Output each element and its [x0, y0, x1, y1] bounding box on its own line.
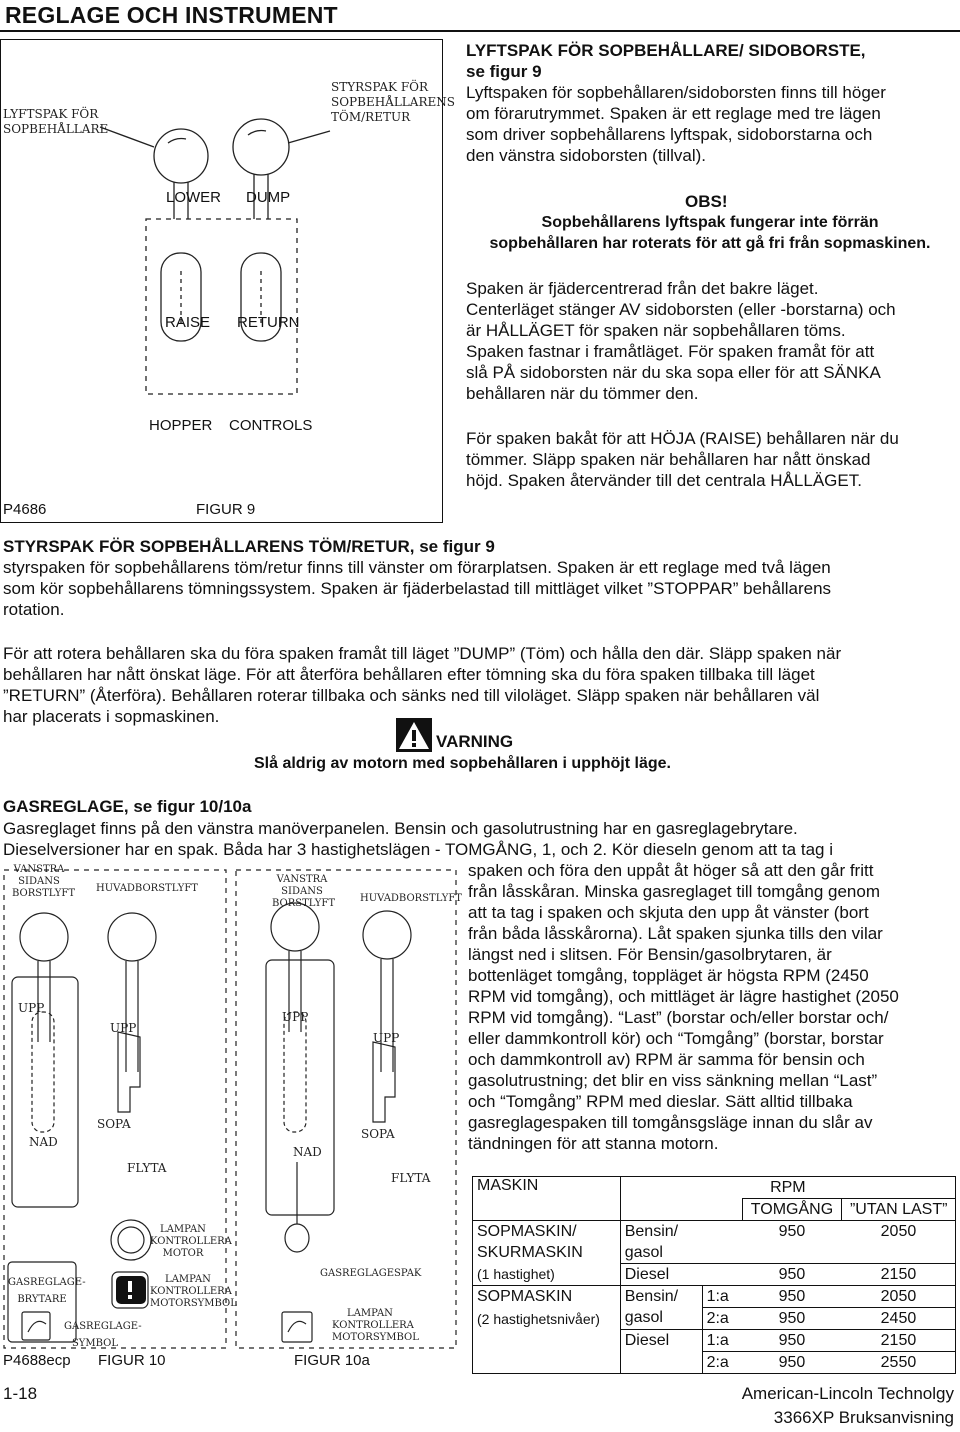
figure-10-caption: FIGUR 10: [98, 1352, 166, 1369]
figure-9-label-control: [331, 80, 455, 125]
table-row: [473, 1242, 956, 1264]
text-line: RPM vid tomgång). “Last” (borstar och/eller borstar och/: [468, 1008, 889, 1027]
table-cell: gasol: [620, 1242, 702, 1264]
text-line: ”RETURN” (Återföra). Behållaren roterar tillbaka och sänks ned till viloläget. Släpp spaken när behållaren väl: [3, 686, 820, 705]
lift-paragraph-3: [466, 428, 899, 491]
label-line: SOPBEHÅLLARE: [3, 122, 109, 136]
fig10a-label-down: NAD: [293, 1145, 322, 1159]
fig10-label-down: NAD: [29, 1135, 58, 1149]
label-line: MOTORSYMBOL: [150, 1298, 237, 1309]
table-cell: 1:a: [702, 1330, 742, 1352]
table-cell: 2050: [842, 1286, 956, 1308]
label-dump: DUMP: [246, 189, 291, 206]
table-cell: gasol: [620, 1308, 702, 1330]
label-line: LAMPAN: [347, 1308, 393, 1319]
label-line: LAMPAN: [160, 1224, 206, 1235]
table-cell: SKURMASKIN: [473, 1242, 621, 1264]
label-line: LYFTSPAK FÖR: [3, 107, 99, 121]
fig10a-label-main-lift: HUVADBORSTLYFT: [360, 893, 462, 904]
label-line: KONTROLLERA: [150, 1286, 232, 1297]
text-line: som kör sopbehållarens tömningssystem. Spaken är fjäderbelastad till mittläget vilket ”STOPPAR” behållarens: [3, 579, 832, 598]
fig10a-label-side-lift: [272, 874, 335, 910]
text-line: tömmer. Släpp spaken när behållaren har nått önskad: [466, 450, 871, 469]
column-header-rpm: RPM: [620, 1177, 955, 1199]
table-header-row: [473, 1177, 956, 1199]
fig10a-label-lamp-symbol: [332, 1308, 419, 1344]
lift-description: [466, 82, 886, 166]
text-line: spaken och föra den uppåt åt höger så att den går fritt: [468, 861, 874, 880]
label-hopper: HOPPER: [149, 417, 213, 434]
text-line: rotation.: [3, 600, 65, 619]
text-line: För att rotera behållaren ska du föra spaken framåt till läget ”DUMP” (Töm) och hålla den där. Släpp spaken när: [3, 644, 842, 663]
text-line: den vänstra sidoborsten (tillval).: [466, 146, 707, 165]
label-line: SIDANS: [18, 876, 60, 887]
fig10a-label-up-left: UPP: [282, 1010, 309, 1024]
label-line: BRYTARE: [17, 1294, 67, 1305]
fig10-label-switch-symbol: [64, 1318, 142, 1352]
table-cell: 2:a: [702, 1308, 742, 1330]
text-line: slå PÅ sidoborsten när du ska sopa eller för att SÄNKA: [466, 363, 881, 382]
label-line: KONTROLLERA: [332, 1320, 414, 1331]
table-cell: (1 hastighet): [473, 1264, 621, 1286]
text-line: från låsskåran. Minska gasreglaget till tomgång genom: [468, 882, 880, 901]
label-line: SOPBEHÅLLARENS: [331, 95, 455, 109]
fig10-label-lamp-motor: [150, 1224, 232, 1260]
text-line: som driver sopbehållarens lyftspak, sidoborstarna och: [466, 125, 873, 144]
text-line: gasreglagespaken till tomgånsgsläge innan du slår av: [468, 1113, 873, 1132]
fig10-label-sweep: SOPA: [97, 1117, 131, 1131]
fig10a-label-up-right: UPP: [373, 1031, 400, 1045]
fig10a-label-throttle-lever: GASREGLAGESPAK: [320, 1268, 422, 1279]
lift-paragraph-2: [466, 278, 896, 404]
text-line: och dammkontroll av) RPM är samma för bensin och: [468, 1050, 865, 1069]
label-line: KONTROLLERA: [150, 1236, 232, 1247]
table-cell: 950: [742, 1352, 842, 1374]
text-line: styrspaken för sopbehållarens töm/retur finns till vänster om förarplatsen. Spaken är ett reglage med två lägen: [3, 558, 831, 577]
text-line: längst ned i slitsen. För Bensin/gasolbrytaren, är: [468, 945, 832, 964]
label-line: TÖM/RETUR: [331, 110, 411, 124]
text-line: höjd. Spaken återvänder till det centrala HÅLLÄGET.: [466, 471, 862, 490]
text-line: och “Tomgång” RPM med dieslar. Sätt alltid tillbaka: [468, 1092, 853, 1111]
table-cell: (2 hastighetsnivåer): [473, 1308, 621, 1330]
label-line: SIDANS: [281, 886, 323, 897]
table-cell: 950: [742, 1286, 842, 1308]
fig10-label-up-right: UPP: [110, 1021, 137, 1035]
table-cell: 2:a: [702, 1352, 742, 1374]
text-line: har placerats i sopmaskinen.: [3, 707, 220, 726]
fig10-label-main-lift: HUVADBORSTLYFT: [96, 883, 198, 894]
text-line: Dieselversioner har en spak. Båda har 3 hastighetslägen - TOMGÅNG, 1, och 2. Kör dieseln genom att ta tag i: [3, 840, 833, 859]
obs-title: OBS!: [685, 192, 728, 211]
table-cell: 1:a: [702, 1286, 742, 1308]
fig10a-label-float: FLYTA: [391, 1171, 431, 1185]
label-line: GASREGLAGE-: [8, 1277, 86, 1288]
figure-9-caption: FIGUR 9: [196, 501, 256, 518]
label-line: GASREGLAGE-: [64, 1321, 142, 1332]
table-cell: 2550: [842, 1352, 956, 1374]
table-cell: 2150: [842, 1264, 956, 1286]
heading-line: LYFTSPAK FÖR SOPBEHÅLLARE/ SIDOBORSTE,: [466, 41, 866, 60]
page-title: REGLAGE OCH INSTRUMENT: [5, 2, 338, 28]
warning-text: Slå aldrig av motorn med sopbehållaren i upphöjt läge.: [254, 755, 671, 772]
footer-company: American-Lincoln Technolgy: [741, 1384, 954, 1403]
section-heading-dump: STYRSPAK FÖR SOPBEHÅLLARENS TÖM/RETUR, se figur 9: [3, 537, 495, 556]
table-cell: Bensin/: [620, 1286, 702, 1308]
fig10-label-float: FLYTA: [127, 1161, 167, 1175]
dump-description: [3, 557, 831, 620]
label-line: VANSTRA: [13, 864, 65, 875]
text-line: Lyftspaken för sopbehållaren/sidoborsten finns till höger: [466, 83, 886, 102]
text-line: Spaken fastnar i framåtläget. För spaken framåt för att: [466, 342, 875, 361]
text-line: RPM vid tomgång), och mittläget är lägre hastighet (2050: [468, 987, 899, 1006]
text-line: bottenläget tomgång, toppläget är högsta RPM (2450: [468, 966, 869, 985]
text-line: gasolutrustning; det blir en viss sänkning mellan “Last”: [468, 1071, 878, 1090]
table-cell: 950: [742, 1330, 842, 1352]
table-cell: 950: [778, 1222, 806, 1240]
column-header-idle: TOMGÅNG: [742, 1199, 842, 1221]
section-heading-throttle: GASREGLAGE, se figur 10/10a: [3, 797, 252, 816]
throttle-right-column: [468, 860, 899, 1154]
table-cell: 2050: [842, 1221, 956, 1243]
label-line: LAMPAN: [165, 1274, 211, 1285]
throttle-intro: [3, 818, 833, 860]
heading-line: se figur 9: [466, 62, 542, 81]
fig10-label-side-lift: [12, 864, 75, 900]
text-line: från båda låsskårorna). Låt spaken sjunka tills den vilar: [468, 924, 883, 943]
header-rule: [0, 30, 960, 32]
fig10-label-lamp-symbol: [150, 1274, 237, 1310]
footer-manual: 3366XP Bruksanvisning: [773, 1408, 954, 1427]
table-row: [473, 1308, 956, 1330]
page-number: 1-18: [3, 1384, 38, 1403]
table-cell: Diesel: [620, 1264, 702, 1286]
dump-paragraph-2: [3, 643, 841, 727]
label-line: MOTORSYMBOL: [332, 1332, 419, 1343]
warning-title: VARNING: [436, 732, 514, 751]
text-line: Sopbehållarens lyftspak fungerar inte förrän: [541, 214, 879, 231]
section-heading-lift: [466, 40, 866, 82]
text-line: tändningen för att stanna motorn.: [468, 1134, 719, 1153]
text-line: behållaren har nått önskat läge. För att återföra behållaren efter tömning ska du föra spaken tillbaka till läget: [3, 665, 815, 684]
table-cell: SOPMASKIN/: [473, 1221, 621, 1243]
text-line: eller dammkontroll kör) och “Tomgång” (borstar, borstar: [468, 1029, 884, 1048]
label-line: SYMBOL: [71, 1338, 119, 1349]
table-cell: Bensin/: [620, 1221, 702, 1243]
text-line: om förarutrymmet. Spaken är ett reglage med tre lägen: [466, 104, 881, 123]
fig10a-label-sweep: SOPA: [361, 1127, 395, 1141]
text-line: behållaren när du tömmer den.: [466, 384, 699, 403]
table-cell: 2450: [842, 1308, 956, 1330]
column-header-machine: MASKIN: [473, 1177, 621, 1221]
label-line: BORSTLYFT: [12, 888, 75, 899]
text-line: att ta tag i spaken och skjuta den upp åt vänster (bort: [468, 903, 869, 922]
table-row: [473, 1286, 956, 1308]
table-cell: SOPMASKIN: [473, 1286, 621, 1308]
text-line: För spaken bakåt för att HÖJA (RAISE) behållaren när du: [466, 429, 899, 448]
rpm-table: [472, 1176, 956, 1374]
figure-9-code: P4686: [3, 501, 47, 518]
label-line: MOTOR: [162, 1248, 204, 1259]
text-line: Gasreglaget finns på den vänstra manöverpanelen. Bensin och gasolutrustning har en gasreglagebrytare.: [3, 819, 798, 838]
warning-icon: [396, 718, 432, 752]
text-line: Centerläget stänger AV sidoborsten (eller -borstarna) och: [466, 300, 896, 319]
label-lower: LOWER: [166, 189, 222, 206]
figure-10-code: P4688ecp: [3, 1352, 71, 1369]
label-line: STYRSPAK FÖR: [331, 80, 429, 94]
fig10-label-switch: [8, 1274, 86, 1308]
text-line: är HÅLLÄGET för spaken när sopbehållaren töms.: [466, 321, 846, 340]
table-row: [473, 1221, 956, 1243]
text-line: sopbehållaren har roterats för att gå fri från sopmaskinen.: [489, 235, 931, 252]
text-line: Spaken är fjädercentrerad från det bakre läget.: [466, 279, 819, 298]
figure-10a-caption: FIGUR 10a: [294, 1352, 370, 1369]
table-row: [473, 1264, 956, 1286]
label-raise: RAISE: [165, 314, 211, 331]
column-header-no-load: ”UTAN LAST”: [842, 1199, 956, 1221]
table-row: [473, 1330, 956, 1352]
fig10-label-up-left: UPP: [18, 1001, 45, 1015]
table-cell: 2150: [842, 1330, 956, 1352]
table-cell: 950: [742, 1264, 842, 1286]
label-return: RETURN: [237, 314, 300, 331]
label-controls: CONTROLS: [229, 417, 313, 434]
table-row: [473, 1352, 956, 1374]
figure-9-label-lift: [3, 107, 108, 137]
table-cell: Diesel: [620, 1330, 702, 1352]
obs-note: [460, 212, 960, 254]
table-cell: 950: [742, 1308, 842, 1330]
label-line: BORSTLYFT: [272, 898, 335, 909]
label-line: VANSTRA: [276, 874, 328, 885]
